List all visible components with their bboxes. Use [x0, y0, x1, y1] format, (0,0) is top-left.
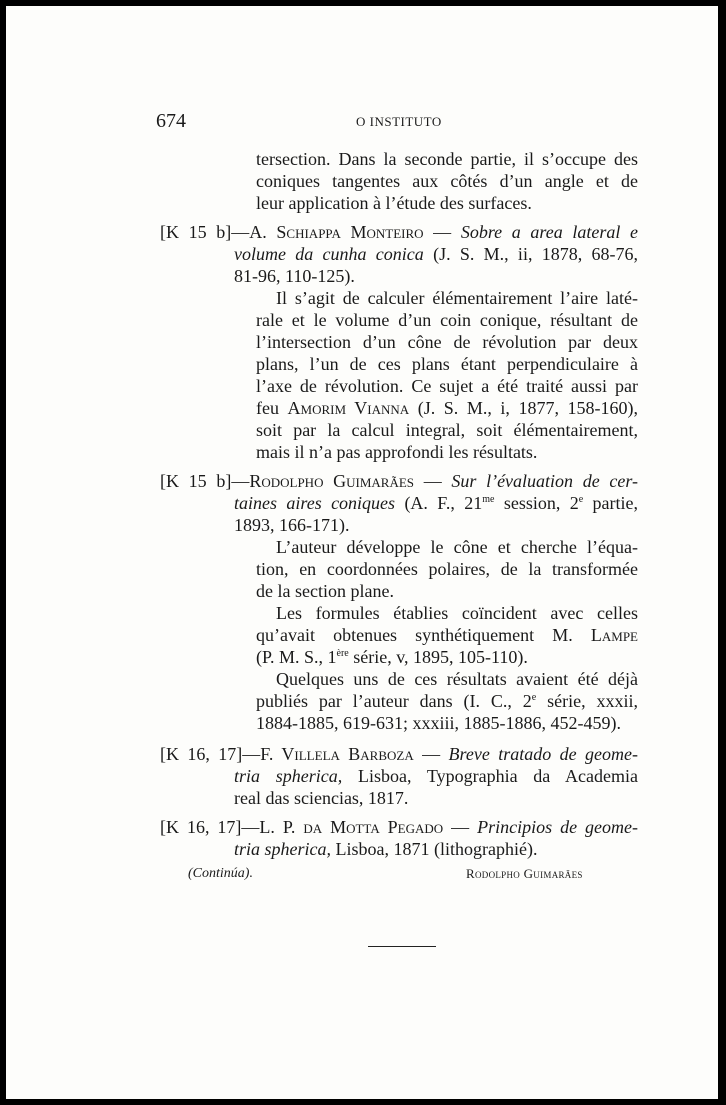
work-title: volume da cunha conica [234, 244, 424, 264]
author-signature: Rodolpho Guimarães [466, 866, 583, 881]
entry-heading-line [160, 221, 638, 243]
text-line: mais il n’a pas approfondi les résultats. [256, 442, 538, 462]
entry-heading-line [160, 470, 638, 492]
entry-heading-line [234, 243, 638, 265]
text-line: rale et le volume d’un coin conique, résultant de [256, 310, 638, 330]
dash: — [241, 817, 260, 837]
text-line: soit par la calcul integral, soit élémentairement, [256, 420, 638, 440]
dash: — [423, 222, 461, 242]
reference: 1893, 166-171). [234, 515, 350, 535]
classification-code: [K 16, 17] [160, 744, 243, 764]
work-title: Breve tratado de geome- [448, 744, 638, 764]
entry-heading-line [234, 492, 638, 514]
page [6, 6, 718, 1099]
work-title: taines aires coniques [234, 493, 396, 513]
classification-code: [K 16, 17] [160, 817, 242, 837]
text-line: Les formules établies coïncident avec celles [276, 603, 638, 623]
author-name: Lampe [590, 625, 638, 645]
closing-rule [368, 946, 436, 947]
entry-heading-line [160, 816, 638, 838]
reference: real das sciencias, 1817. [234, 788, 409, 808]
text-line: de la section plane. [256, 581, 394, 601]
classification-code: [K 15 b] [160, 222, 232, 242]
continued-note: (Continúa). [188, 866, 253, 881]
dash: — [413, 744, 449, 764]
dash: — [414, 471, 452, 491]
entry-heading-line [234, 765, 638, 787]
dash: — [231, 471, 250, 491]
reference: (A. F., $21^{me}$ session, 2e partie, [404, 493, 639, 513]
running-head [6, 110, 718, 134]
classification-code: [K 15 b] [160, 471, 232, 491]
page-number: 674 [156, 110, 186, 132]
entry-heading-line [160, 743, 638, 765]
journal-title: O INSTITUTO [356, 114, 442, 129]
author-name: A. Schiappa Monteiro [249, 222, 424, 242]
reference: (J. S. M., ii, 1878, 68-76, [433, 244, 638, 264]
text-line: tersection. Dans la seconde partie, il s’occupe des [256, 149, 638, 169]
text-line: leur application à l’étude des surfaces. [256, 193, 532, 213]
text-line: tion, en coordonnées polaires, de la transformée [256, 559, 638, 579]
text-line: plans, l’un de ces plans étant perpendiculaire à [256, 354, 638, 374]
reference: Lisboa, Typographia da Academia [357, 766, 638, 786]
text-line: L’auteur développe le cône et cherche l’équa- [276, 537, 638, 557]
text-line [256, 397, 638, 419]
text-line: l’axe de révolution. Ce sujet a été traité aussi par [256, 376, 638, 396]
dash: — [242, 744, 261, 764]
dash: — [443, 817, 478, 837]
entry-footer [6, 866, 718, 886]
author-name: Rodolpho Guimarães [249, 471, 415, 491]
dash: — [231, 222, 250, 242]
work-title: Principios de geome- [477, 817, 638, 837]
text-line [256, 624, 638, 646]
text-fragment: qu’avait obtenues synthétiquement M. [256, 625, 573, 645]
reference: (P. M. S., 1ère série, v, 1895, 105-110). [256, 647, 528, 667]
text-fragment: feu [256, 398, 279, 418]
text-line: Il s’agit de calculer élémentairement l’aire laté- [276, 288, 638, 308]
author-name: L. P. da Motta Pegado [259, 817, 444, 837]
author-name: Amorim Vianna [287, 398, 410, 418]
text-line: Quelques uns de ces résultats avaient été déjà [276, 669, 638, 689]
text-line: publiés par l’auteur dans (I. C., 2e série, xxxii, [256, 691, 638, 711]
work-title: Sur l’évaluation de cer- [451, 471, 638, 491]
author-name: F. Villela Barboza [260, 744, 414, 764]
entry-heading-line [234, 838, 537, 860]
text-line: l’intersection d’un cône de révolution par deux [256, 332, 638, 352]
work-title: tria spherica, [234, 766, 343, 786]
text-line: coniques tangentes aux côtés d’un angle et de [256, 171, 638, 191]
reference: 81-96, 110-125). [234, 266, 355, 286]
text-line: 1884-1885, 619-631; xxxiii, 1885-1886, 452-459). [256, 713, 621, 733]
work-title: Sobre a area lateral e [460, 222, 638, 242]
work-title: tria spherica, [234, 839, 331, 859]
reference: Lisboa, 1871 (lithographié). [335, 839, 538, 859]
reference: (J. S. M., i, 1877, 158-160), [417, 398, 639, 418]
